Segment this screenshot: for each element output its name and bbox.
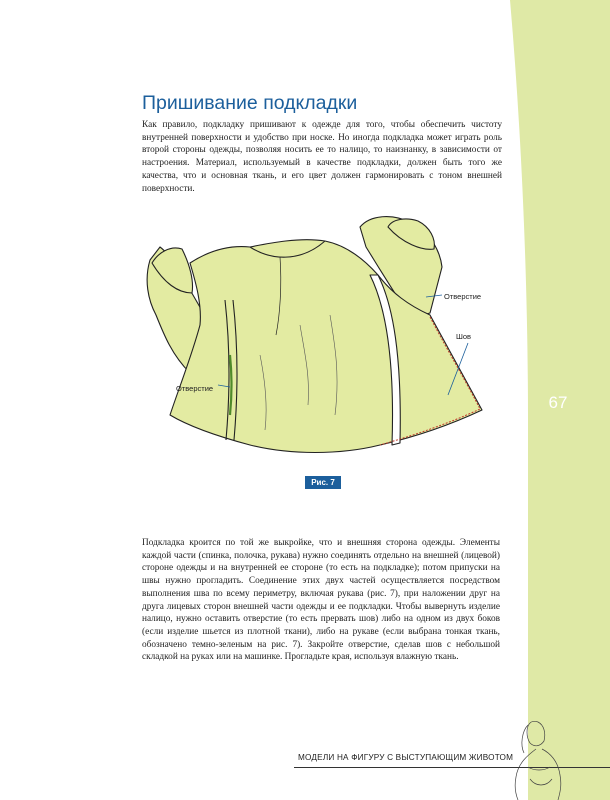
- figure-label-opening-left: Отверстие: [176, 384, 214, 393]
- page-title: Пришивание подкладки: [142, 92, 358, 114]
- jacket-lining-illustration: [130, 205, 500, 490]
- intro-paragraph: Как правило, подкладку пришивают к одежде для того, чтобы обеспечить чистоту внутренней поверхности и удобство при носке. Но иногда подкладка может играть роль второй стороны одежды, позволяя носить ее то налицо, то наизнанку, в зависимости от настроения. Материал, используемый в качестве подкладки, должен быть того же качества, что и основная ткань, и его цвет должен гармонировать с тоном внешней поверхности.: [142, 120, 502, 194]
- figure-sketch-icon: [500, 715, 580, 800]
- figure-label-seam: Шов: [456, 332, 472, 341]
- figure-caption: Рис. 7: [305, 476, 341, 489]
- body-paragraph: Подкладка кроится по той же выкройке, что и внешняя сторона одежды. Элементы каждой части (спинка, полочка, рукава) нужно соединять отдельно на внешней (лицевой) стороне одежды и на внутренней ее стороне (то есть на подкладке); потом припуски на швы нужно прогладить. Соединение этих двух частей осуществляется посредством выполнения шва по всему периметру, включая рукава (рис. 7), при наложении друг на друга лицевых сторон внешней части одежды и ее подкладки. Чтобы вывернуть изделие налицо, нужно оставить отверстие (то есть прервать шов) либо на одном из двух боков (если изделие шьется из плотной ткани), либо на рукаве (если выбрана тонкая ткань, обозначено темно-зеленым на рис. 7). Закройте отверстие, сделав шов с небольшой складкой на руках или на машинке. Прогладьте края, используя влажную ткань.: [142, 538, 500, 663]
- page-number: 67: [548, 393, 568, 412]
- footer-section-title: МОДЕЛИ НА ФИГУРУ С ВЫСТУПАЮЩИМ ЖИВОТОМ: [298, 753, 514, 762]
- figure-label-opening-right: Отверстие: [444, 292, 482, 301]
